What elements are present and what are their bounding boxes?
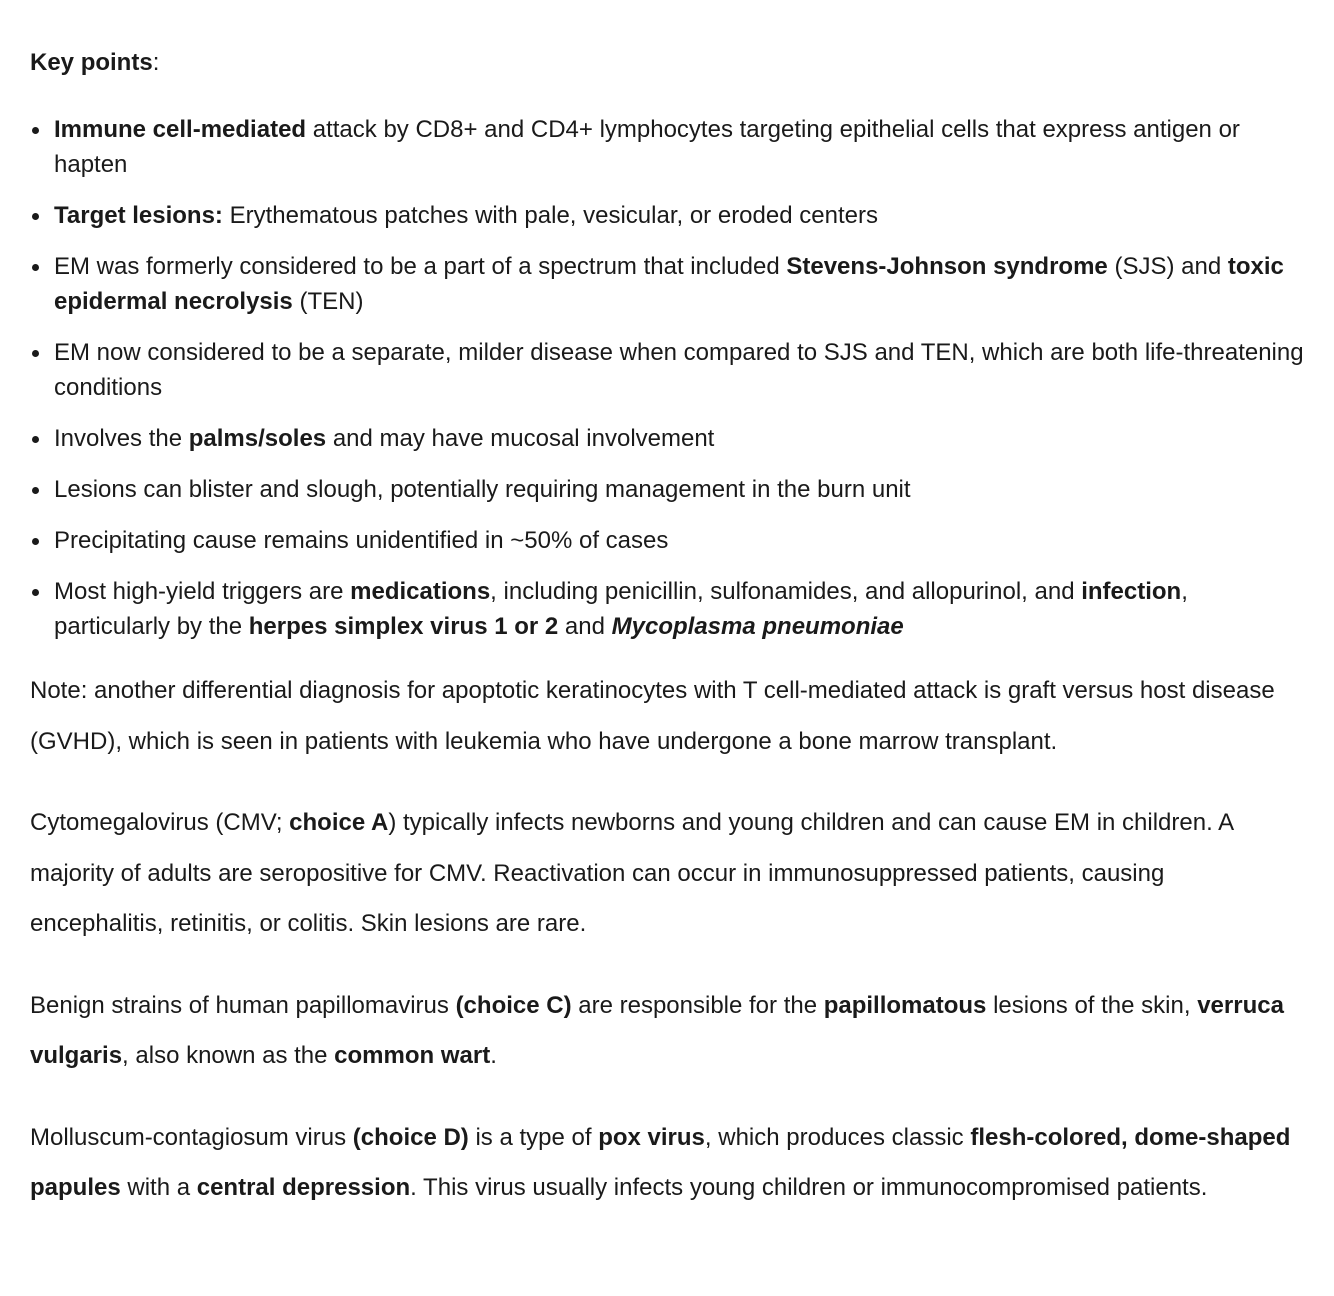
- paragraph-text: , also known as the: [122, 1042, 335, 1069]
- item-text: Erythematous patches with pale, vesicular, or eroded centers: [222, 202, 878, 229]
- list-item: [30, 421, 1304, 456]
- bold-term: medications: [350, 578, 491, 605]
- paragraph-text: . This virus usually infects young children or immunocompromised patients.: [410, 1174, 1208, 1201]
- item-text: Precipitating cause remains unidentified in ~50% of cases: [54, 527, 669, 554]
- note-paragraph: Note: another differential diagnosis for apoptotic keratinocytes with T cell-mediated attack is graft versus host disease (GVHD), which is seen in patients with leukemia who have undergone a bone marrow transplant.: [30, 677, 1275, 755]
- item-text: attack by CD8+ and CD4+ lymphocytes targeting epithelial cells that express antigen or hapten: [54, 116, 1240, 178]
- choice-a-paragraph: [30, 798, 1304, 950]
- bold-term: toxic epidermal necrolysis: [54, 253, 1284, 315]
- paragraph-text: Cytomegalovirus (CMV;: [30, 809, 290, 836]
- list-item: [30, 198, 1304, 233]
- bold-term: Target lesions:: [54, 202, 223, 229]
- bold-term: herpes simplex virus 1 or 2: [248, 613, 559, 640]
- item-text: Most high-yield triggers are: [54, 578, 351, 605]
- paragraph-text: , which produces classic: [704, 1123, 971, 1151]
- item-text: EM was formerly considered to be a part of a spectrum that included: [54, 253, 787, 280]
- list-item: [30, 249, 1304, 319]
- paragraph-text: are responsible for the: [571, 991, 824, 1019]
- bold-term: (choice C): [455, 991, 572, 1019]
- paragraph-text: is a type of: [468, 1123, 599, 1151]
- item-text: (SJS) and: [1107, 253, 1228, 280]
- key-points-colon: :: [152, 49, 160, 76]
- bold-term: (choice D): [352, 1123, 469, 1151]
- bold-term: central depression: [196, 1174, 411, 1201]
- bold-term: palms/soles: [188, 425, 327, 452]
- paragraph-text: .: [490, 1042, 497, 1069]
- bold-term: infection: [1081, 578, 1182, 605]
- key-points-list: [30, 112, 1304, 644]
- bold-term: Stevens-Johnson syndrome: [786, 253, 1108, 280]
- item-text: Involves the: [54, 425, 189, 452]
- bold-term: choice A: [289, 809, 389, 836]
- list-item: [30, 335, 1304, 405]
- item-text: (TEN): [292, 288, 364, 315]
- choice-c-paragraph: [30, 981, 1304, 1082]
- italic-term: Mycoplasma pneumoniae: [611, 613, 904, 640]
- bold-term: common wart: [334, 1042, 491, 1069]
- paragraph-text: lesions of the skin,: [986, 991, 1198, 1019]
- list-item: [30, 574, 1304, 644]
- list-item: [30, 112, 1304, 182]
- list-item: [30, 523, 1304, 558]
- item-text: and may have mucosal involvement: [326, 425, 715, 452]
- item-text: , particularly by the: [54, 578, 1188, 640]
- item-text: and: [558, 613, 612, 640]
- item-text: , including penicillin, sulfonamides, and allopurinol, and: [490, 578, 1082, 605]
- key-points-heading: [30, 44, 1304, 82]
- paragraph-text: with a: [120, 1174, 197, 1201]
- item-text: EM now considered to be a separate, milder disease when compared to SJS and TEN, which are both life-threatening conditions: [54, 339, 1304, 401]
- choice-d-paragraph: [30, 1113, 1304, 1214]
- bold-term: pox virus: [598, 1123, 705, 1151]
- key-points-label: Key points: [30, 49, 153, 76]
- bold-term: verruca vulgaris: [30, 991, 1284, 1069]
- bold-term: Immune cell-mediated: [54, 116, 307, 143]
- bold-term: flesh-colored, dome-shaped papules: [30, 1123, 1291, 1201]
- bold-term: papillomatous: [823, 991, 987, 1019]
- paragraph-text: Benign strains of human papillomavirus: [30, 991, 456, 1019]
- item-text: Lesions can blister and slough, potentially requiring management in the burn unit: [54, 476, 911, 503]
- paragraph-text: ) typically infects newborns and young children and can cause EM in children. A majority of adults are seropositive for CMV. Reactivation can occur in immunosuppressed patients, causing encephalitis, retinitis, or colitis. Skin lesions are rare.: [30, 809, 1233, 937]
- list-item: [30, 472, 1304, 507]
- paragraph-text: Molluscum-contagiosum virus: [30, 1123, 353, 1151]
